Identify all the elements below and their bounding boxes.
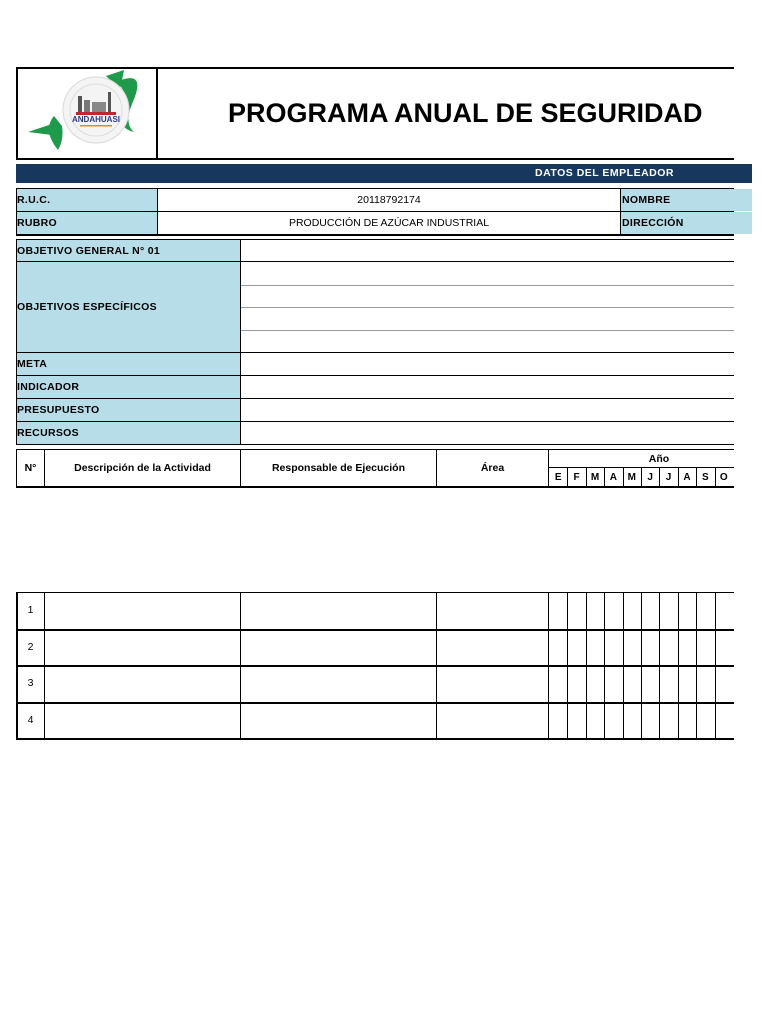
indicador-label: INDICADOR <box>17 381 80 393</box>
objective-general-value[interactable] <box>241 240 734 261</box>
month-header-2: M <box>590 471 600 483</box>
row-month-cell[interactable] <box>586 703 604 739</box>
row-month-cell[interactable] <box>678 703 696 739</box>
col-header-year: Año <box>648 452 670 465</box>
ruc-value: 20118792174 <box>357 194 421 206</box>
rubro-label: RUBRO <box>17 217 57 229</box>
row-month-cell[interactable] <box>696 666 714 702</box>
row-month-cell[interactable] <box>549 593 567 629</box>
row-month-cell[interactable] <box>678 630 696 666</box>
row-month-cell[interactable] <box>659 593 677 629</box>
month-header-0: E <box>554 471 562 483</box>
row-area-cell[interactable] <box>437 630 548 666</box>
meta-value[interactable] <box>241 353 734 375</box>
col-header-num: N° <box>24 462 37 474</box>
row-description-cell[interactable] <box>45 666 240 702</box>
meta-label: META <box>17 358 48 370</box>
row-month-cell[interactable] <box>623 630 641 666</box>
row-month-cell[interactable] <box>696 630 714 666</box>
row-month-cell[interactable] <box>549 666 567 702</box>
month-header-1: F <box>573 471 580 483</box>
row-month-cell[interactable] <box>604 703 622 739</box>
row-month-cell[interactable] <box>641 593 659 629</box>
row-month-cell[interactable] <box>641 630 659 666</box>
recursos-value[interactable] <box>241 422 734 444</box>
row-description-cell[interactable] <box>45 593 240 629</box>
row-number: 3 <box>27 677 34 690</box>
row-month-cell[interactable] <box>549 630 567 666</box>
month-header-7: A <box>683 471 691 483</box>
row-month-cell[interactable] <box>715 703 733 739</box>
row-month-cell[interactable] <box>567 630 585 666</box>
row-month-cell[interactable] <box>641 666 659 702</box>
row-responsible-cell[interactable] <box>241 666 436 702</box>
month-header-4: M <box>627 471 636 483</box>
row-month-cell[interactable] <box>586 593 604 629</box>
row-month-cell[interactable] <box>604 666 622 702</box>
row-month-cell[interactable] <box>659 666 677 702</box>
row-month-cell[interactable] <box>586 666 604 702</box>
objective-general-label: OBJETIVO GENERAL N° 01 <box>17 244 161 257</box>
row-month-cell[interactable] <box>549 703 567 739</box>
row-month-cell[interactable] <box>715 593 733 629</box>
indicador-value[interactable] <box>241 376 734 398</box>
row-month-cell[interactable] <box>641 703 659 739</box>
col-header-area: Área <box>480 462 505 474</box>
row-month-cell[interactable] <box>696 593 714 629</box>
row-area-cell[interactable] <box>437 666 548 702</box>
row-month-cell[interactable] <box>604 593 622 629</box>
company-logo <box>24 70 154 156</box>
ruc-label: R.U.C. <box>17 194 51 206</box>
row-month-cell[interactable] <box>567 703 585 739</box>
row-month-cell[interactable] <box>623 593 641 629</box>
row-responsible-cell[interactable] <box>241 593 436 629</box>
month-header-5: J <box>647 471 653 483</box>
row-responsible-cell[interactable] <box>241 703 436 739</box>
logo-graphic <box>24 70 154 156</box>
row-number: 1 <box>27 604 34 617</box>
row-month-cell[interactable] <box>604 630 622 666</box>
objectives-specific-label: OBJETIVOS ESPECÍFICOS <box>17 301 157 313</box>
month-header-9: O <box>719 471 728 483</box>
row-description-cell[interactable] <box>45 630 240 666</box>
presupuesto-label: PRESUPUESTO <box>17 404 100 416</box>
month-header-3: A <box>609 471 617 483</box>
row-month-cell[interactable] <box>696 703 714 739</box>
row-month-cell[interactable] <box>678 666 696 702</box>
row-responsible-cell[interactable] <box>241 630 436 666</box>
row-month-cell[interactable] <box>586 630 604 666</box>
row-month-cell[interactable] <box>623 703 641 739</box>
nombre-label: NOMBRE <box>622 194 671 206</box>
month-header-6: J <box>665 471 672 483</box>
page-title: PROGRAMA ANUAL DE SEGURIDAD <box>228 98 703 128</box>
row-description-cell[interactable] <box>45 703 240 739</box>
objectives-specific-value[interactable] <box>241 262 734 352</box>
presupuesto-value[interactable] <box>241 399 734 421</box>
col-header-responsible: Responsable de Ejecución <box>271 462 406 474</box>
recursos-label: RECURSOS <box>17 427 79 439</box>
row-month-cell[interactable] <box>659 630 677 666</box>
rubro-value: PRODUCCIÓN DE AZÚCAR INDUSTRIAL <box>288 217 490 229</box>
employer-section-label: DATOS DEL EMPLEADOR <box>535 167 675 179</box>
row-month-cell[interactable] <box>659 703 677 739</box>
row-month-cell[interactable] <box>678 593 696 629</box>
svg-text:ANDAHUASI: ANDAHUASI <box>72 115 120 124</box>
col-header-description: Descripción de la Actividad <box>74 462 211 474</box>
month-header-8: S <box>702 471 709 483</box>
row-month-cell[interactable] <box>715 666 733 702</box>
row-number: 2 <box>27 640 34 653</box>
row-month-cell[interactable] <box>567 666 585 702</box>
row-month-cell[interactable] <box>567 593 585 629</box>
row-month-cell[interactable] <box>623 666 641 702</box>
row-area-cell[interactable] <box>437 593 548 629</box>
direccion-label: DIRECCIÓN <box>622 217 684 229</box>
row-area-cell[interactable] <box>437 703 548 739</box>
row-number: 4 <box>27 713 34 726</box>
row-month-cell[interactable] <box>715 630 733 666</box>
